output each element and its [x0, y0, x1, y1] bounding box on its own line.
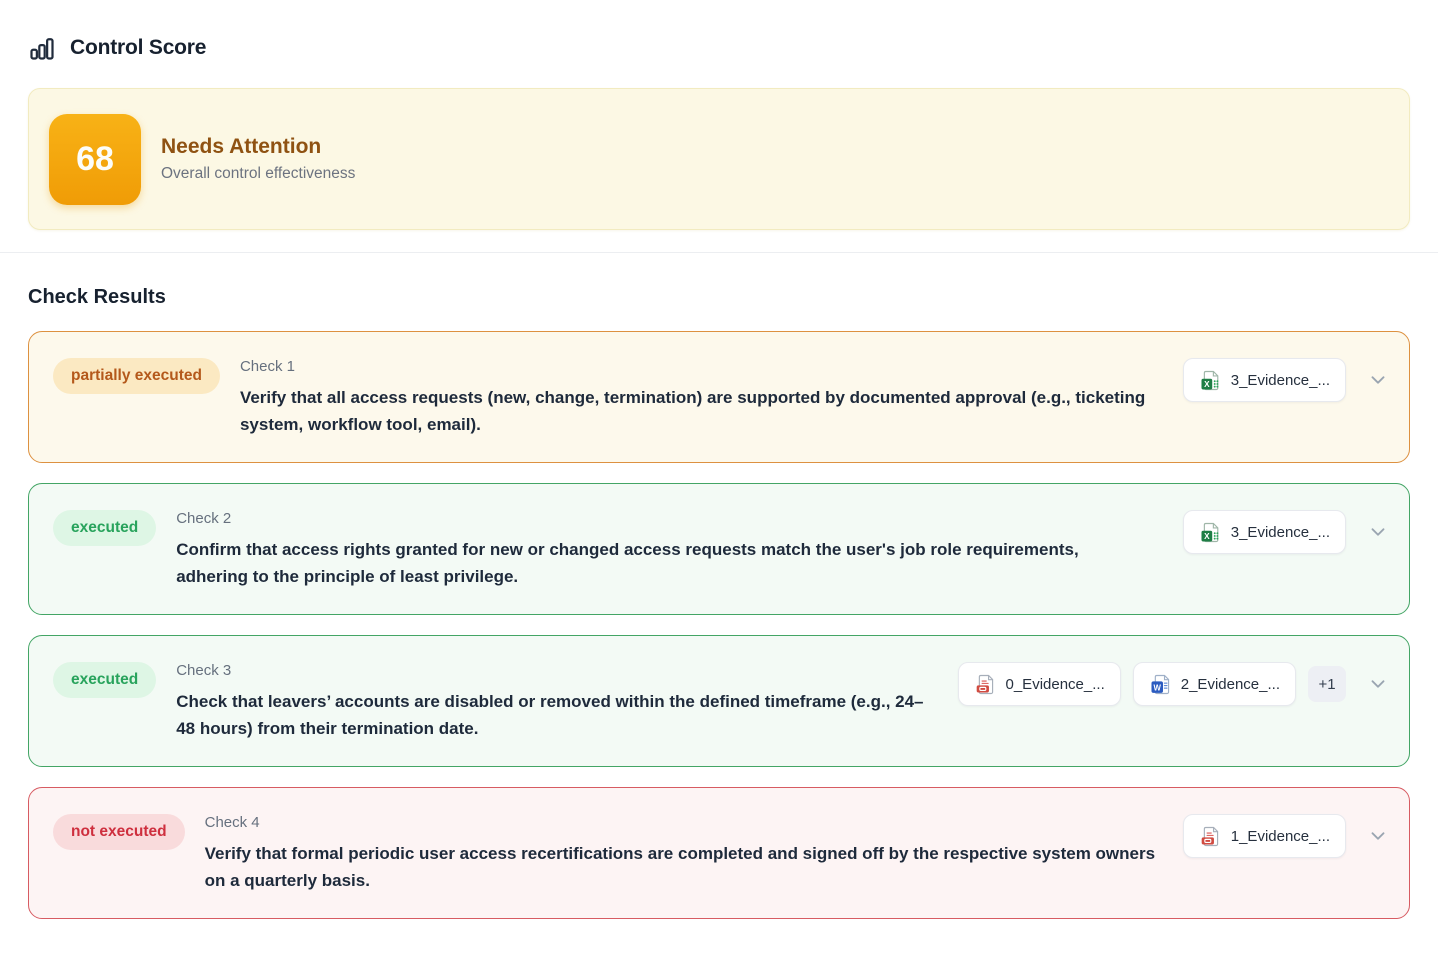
check-content [205, 814, 1163, 894]
chevron-down-icon[interactable] [1367, 521, 1389, 543]
panel-header [28, 0, 1410, 62]
pdf-file-icon [974, 673, 997, 696]
bar-chart-icon [28, 34, 56, 62]
evidence-area [958, 662, 1390, 706]
evidence-file-name: 1_Evidence_... [1230, 827, 1330, 845]
chevron-down-icon[interactable] [1367, 369, 1389, 391]
check-description: Check that leavers’ accounts are disabled or removed within the defined timeframe (e.g., 24–48 hours) from their termination date. [176, 692, 924, 738]
page-title: Control Score [70, 36, 207, 59]
status-badge: executed [53, 510, 156, 546]
status-badge: executed [53, 662, 156, 698]
evidence-file-chip[interactable] [1183, 814, 1346, 858]
chevron-down-icon[interactable] [1367, 825, 1389, 847]
status-badge: not executed [53, 814, 185, 850]
word-file-icon [1149, 673, 1172, 696]
evidence-file-chip[interactable] [1183, 358, 1346, 402]
evidence-file-name: 0_Evidence_... [1005, 675, 1105, 693]
score-value-tile: 68 [49, 114, 141, 205]
evidence-file-chip[interactable] [1183, 510, 1346, 554]
check-card [28, 635, 1410, 767]
evidence-file-name: 2_Evidence_... [1180, 675, 1280, 693]
check-results-heading: Check Results [28, 286, 166, 308]
excel-file-icon [1199, 521, 1222, 544]
extra-files-badge[interactable]: +1 [1308, 666, 1346, 702]
chevron-down-icon[interactable] [1367, 673, 1389, 695]
check-description: Verify that all access requests (new, change, termination) are supported by documented approval (e.g., ticketing system, workflow tool, email). [239, 388, 1146, 434]
score-subtitle: Overall control effectiveness [161, 165, 356, 182]
check-results-list [28, 331, 1410, 919]
excel-file-icon [1199, 369, 1222, 392]
evidence-area [1183, 358, 1389, 402]
check-label: Check 3 [176, 662, 232, 679]
evidence-file-name: 3_Evidence_... [1230, 523, 1330, 541]
svg-text:W: W [1153, 682, 1161, 692]
check-description: Verify that formal periodic user access recertifications are completed and signed off by the respective system owners on a quarterly basis. [204, 844, 1156, 890]
score-banner [28, 88, 1410, 230]
score-summary [161, 135, 355, 183]
check-description: Confirm that access rights granted for new or changed access requests match the user's job role requirements, adhering to the principle of least privilege. [176, 540, 1079, 586]
svg-text:X: X [1203, 379, 1210, 389]
svg-text:X: X [1203, 531, 1210, 541]
evidence-file-chip[interactable] [1133, 662, 1296, 706]
check-label: Check 4 [204, 814, 260, 831]
evidence-file-name: 3_Evidence_... [1230, 371, 1330, 389]
evidence-area [1183, 814, 1389, 858]
score-status-label: Needs Attention [161, 135, 322, 158]
status-badge: partially executed [53, 358, 220, 394]
pdf-file-icon [1199, 825, 1222, 848]
check-label: Check 2 [176, 510, 232, 527]
evidence-area [1183, 510, 1389, 554]
check-card [28, 483, 1410, 615]
evidence-file-chip[interactable] [958, 662, 1121, 706]
check-content [240, 358, 1163, 438]
check-card [28, 787, 1410, 919]
check-label: Check 1 [239, 358, 295, 375]
section-divider [0, 252, 1438, 253]
check-content [176, 662, 937, 742]
check-card [28, 331, 1410, 463]
check-content [176, 510, 1163, 590]
